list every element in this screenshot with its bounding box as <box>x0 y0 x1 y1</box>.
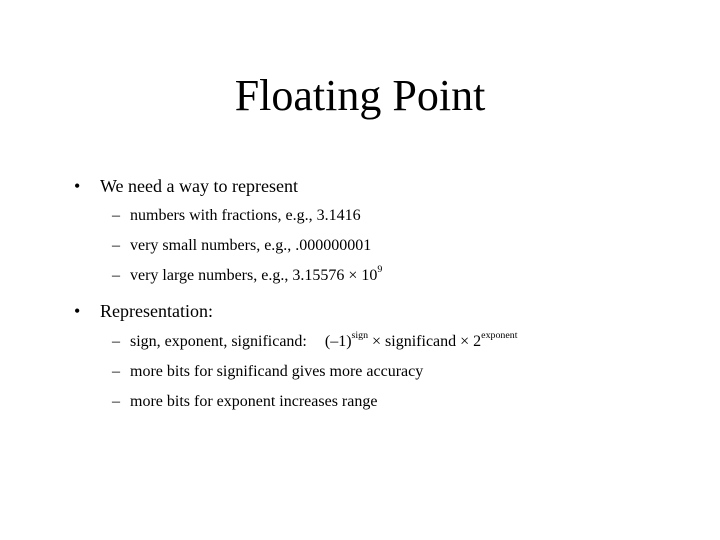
dash-marker: – <box>112 237 120 254</box>
subitem-significand-bits: more bits for significand gives more accuracy <box>130 363 424 380</box>
subitem-representation <box>130 329 518 351</box>
subitem-small-numbers: very small numbers, e.g., .000000001 <box>130 237 372 254</box>
representation-label: sign, exponent, significand: <box>130 333 307 350</box>
large-numbers-base: very large numbers, e.g., 3.15576 × 10 <box>130 267 378 284</box>
subitem-fractions: numbers with fractions, e.g., 3.1416 <box>130 207 361 224</box>
dash-marker: – <box>112 267 120 284</box>
bullet-marker: • <box>74 176 81 196</box>
dash-marker: – <box>112 333 120 350</box>
representation-formula <box>324 329 518 350</box>
formula-sign-term: (–1) <box>324 333 352 350</box>
dash-marker: – <box>112 393 120 410</box>
bullet-1-text: We need a way to represent <box>100 176 298 196</box>
bullet-marker: • <box>74 301 81 321</box>
formula-base-exponent: exponent <box>481 329 518 341</box>
formula-base: 2 <box>473 333 482 350</box>
large-numbers-exponent: 9 <box>377 263 383 275</box>
subitem-large-numbers <box>130 263 383 285</box>
bullet-2-text: Representation: <box>100 301 213 321</box>
slide-title: Floating Point <box>234 71 486 120</box>
formula-middle: × significand × <box>368 333 474 350</box>
formula-sign-exponent: sign <box>351 329 369 341</box>
subitem-exponent-bits: more bits for exponent increases range <box>130 393 378 410</box>
dash-marker: – <box>112 207 120 224</box>
dash-marker: – <box>112 363 120 380</box>
